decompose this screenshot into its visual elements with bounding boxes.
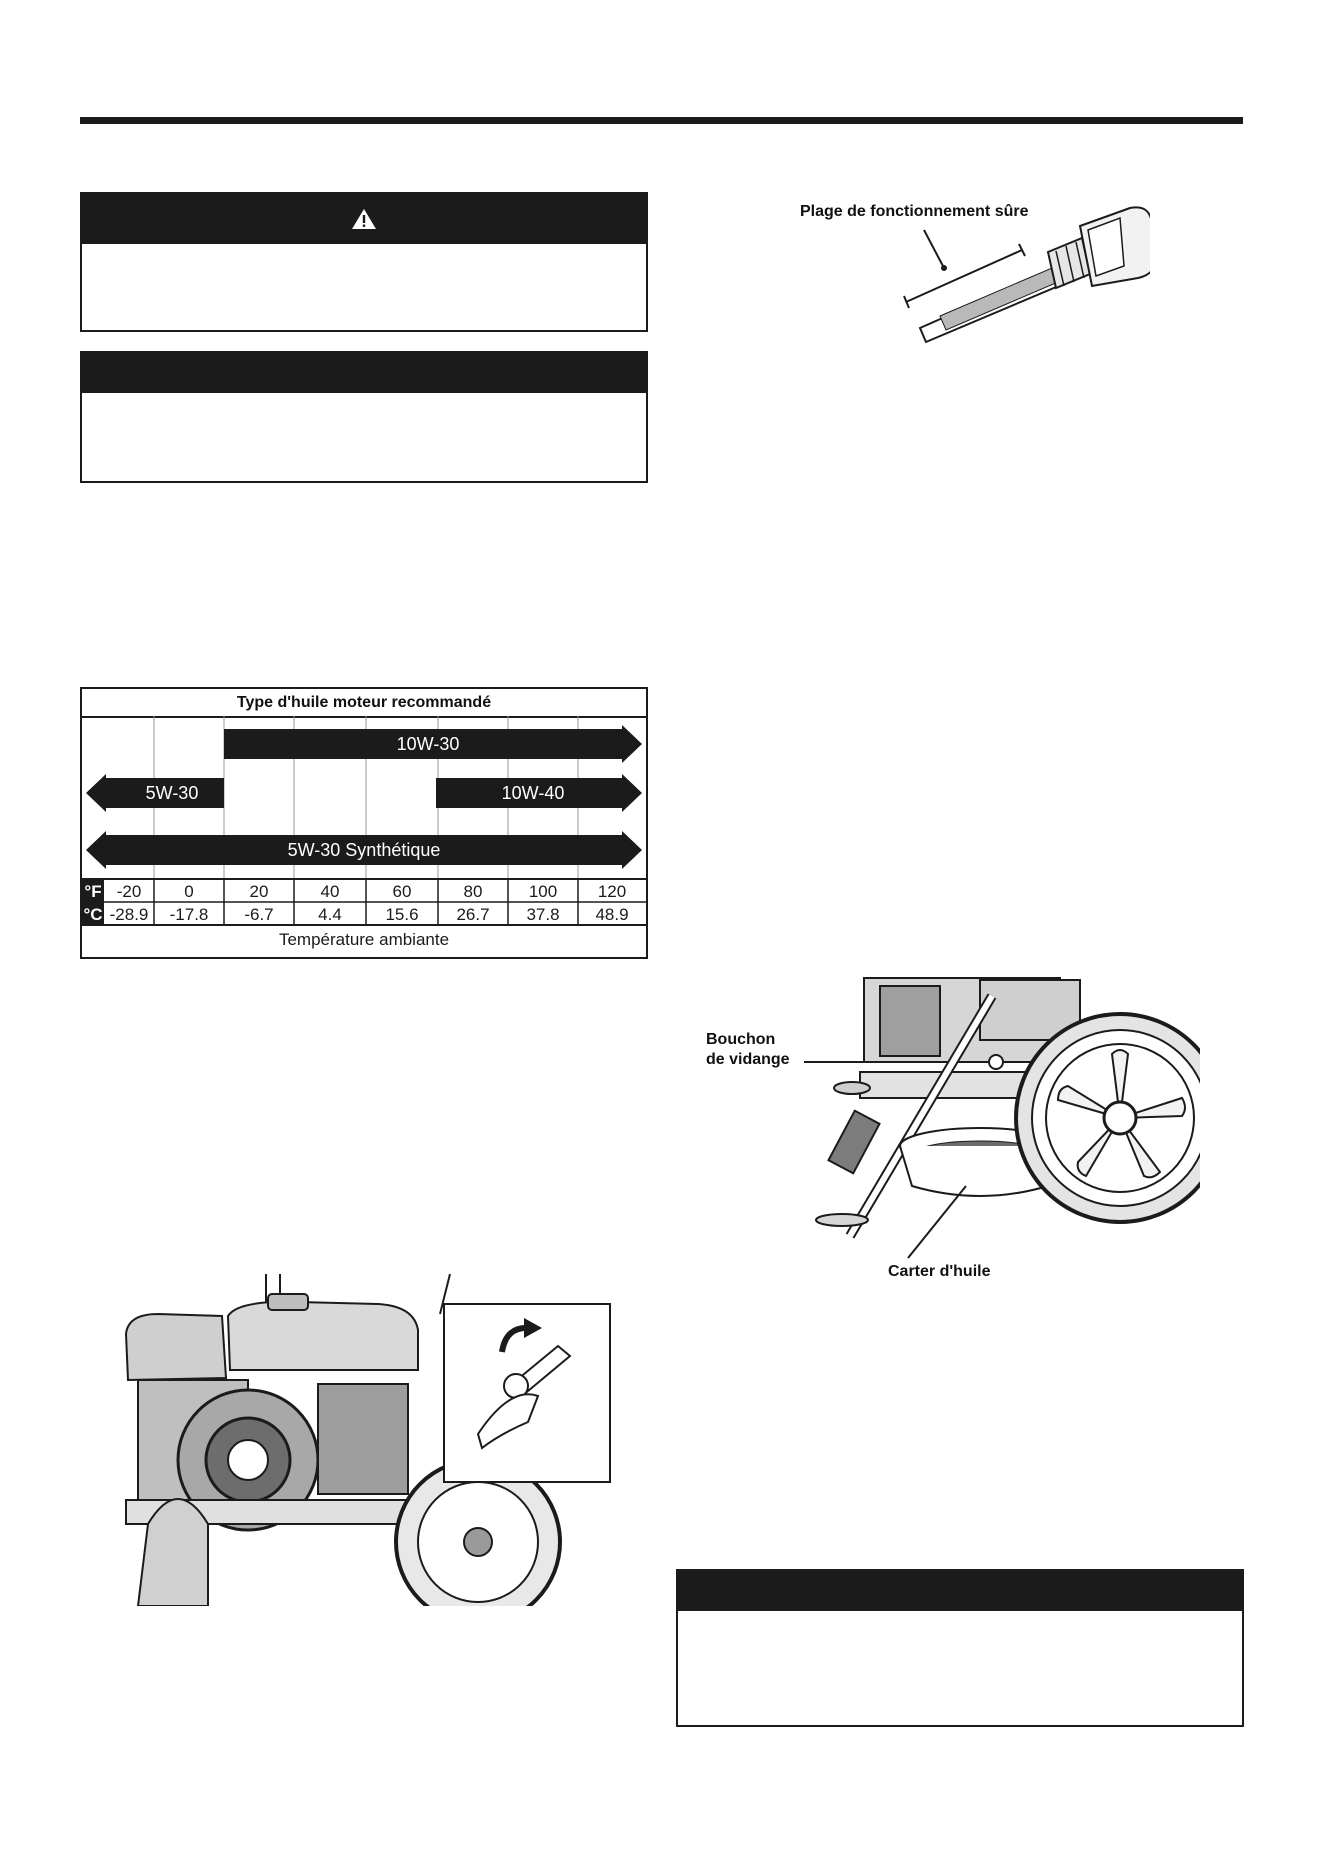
celsius-value: -17.8 <box>169 905 209 924</box>
celsius-value: -28.9 <box>109 905 149 924</box>
fahrenheit-value: 100 <box>528 882 558 901</box>
drain-plug-label-line1: Bouchon <box>706 1031 776 1048</box>
notice-header <box>82 353 646 393</box>
drain-illustration <box>700 976 1200 1286</box>
engine-illustration <box>118 1274 612 1606</box>
unit-c-label: °C <box>83 905 103 924</box>
dipstick-label: Plage de fonctionnement sûre <box>800 203 1029 220</box>
fahrenheit-value: 60 <box>392 882 412 901</box>
notice-box <box>80 351 648 483</box>
celsius-value: -6.7 <box>244 905 274 924</box>
oil-fill-figure <box>118 1274 612 1606</box>
fahrenheit-value: -20 <box>116 882 142 901</box>
unit-f-label: °F <box>84 882 102 901</box>
warning-header <box>82 194 646 244</box>
notice-bottom-header <box>678 1571 1242 1611</box>
chart-footer: Température ambiante <box>278 930 450 949</box>
band-5w30-label: 5W-30 <box>145 783 199 803</box>
fahrenheit-value: 20 <box>249 882 269 901</box>
drain-plug-label-line2: de vidange <box>706 1051 790 1068</box>
band-10w30-label: 10W-30 <box>396 734 460 754</box>
celsius-value: 37.8 <box>526 905 560 924</box>
warning-triangle-icon <box>351 208 377 230</box>
band-10w40-label: 10W-40 <box>501 783 565 803</box>
celsius-value: 48.9 <box>595 905 629 924</box>
header-rule <box>80 117 1243 124</box>
fahrenheit-value: 80 <box>463 882 483 901</box>
dipstick-figure <box>790 196 1150 346</box>
oil-drain-figure <box>700 976 1200 1286</box>
notice-box-bottom <box>676 1569 1244 1727</box>
celsius-value: 26.7 <box>456 905 490 924</box>
fahrenheit-value: 0 <box>184 882 194 901</box>
band-5w30-synth-label: 5W-30 Synthétique <box>287 840 441 860</box>
dipstick-illustration <box>790 196 1150 346</box>
oil-pan-label: Carter d'huile <box>888 1263 991 1280</box>
warning-box <box>80 192 648 332</box>
oil-type-chart <box>80 687 648 959</box>
fahrenheit-value: 40 <box>320 882 340 901</box>
chart-title: Type d'huile moteur recommandé <box>82 689 646 718</box>
celsius-value: 4.4 <box>318 905 342 924</box>
celsius-value: 15.6 <box>385 905 419 924</box>
fahrenheit-value: 120 <box>597 882 627 901</box>
oil-chart-graphic <box>82 689 646 957</box>
